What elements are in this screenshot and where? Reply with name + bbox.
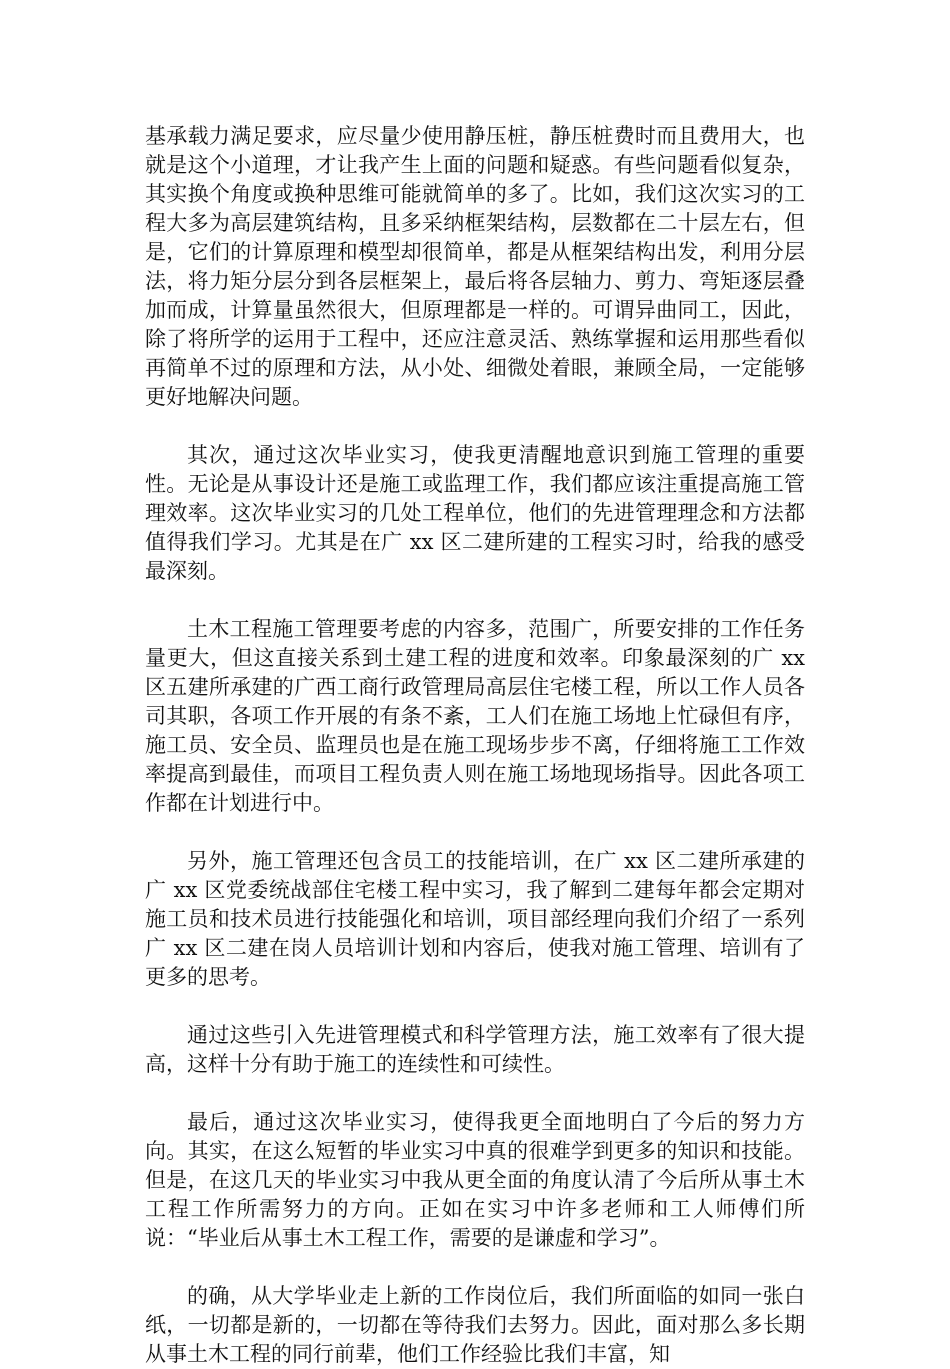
document-page	[145, 122, 805, 1369]
paragraph-efficiency: 通过这些引入先进管理模式和科学管理方法，施工效率有了很大提高，这样十分有助于施工的连续性和可续性。	[145, 1023, 805, 1076]
paragraph-staff-training: 另外，施工管理还包含员工的技能培训，在广 xx 区二建所承建的广 xx 区党委统战部住宅楼工程中实习，我了解到二建每年都会定期对施工员和技术员进行技能强化和培训，项目部经理向我们介绍了一系列广 xx 区二建在岗人员培训计划和内容后，使我对施工管理、培训有了更多的思考。	[145, 849, 805, 989]
paragraph-conclusion: 的确，从大学毕业走上新的工作岗位后，我们所面临的如同一张白纸，一切都是新的，一切都在等待我们去努力。因此，面对那么多长期从事土木工程的同行前辈，他们工作经验比我们丰富，知	[145, 1284, 805, 1366]
paragraph-continuation: 基承载力满足要求，应尽量少使用静压桩，静压桩费时而且费用大，也就是这个小道理，才让我产生上面的问题和疑惑。有些问题看似复杂，其实换个角度或换种思维可能就简单的多了。比如，我们这次实习的工程大多为高层建筑结构，且多采纳框架结构，层数都在二十层左右，但是，它们的计算原理和模型却很简单，都是从框架结构出发，利用分层法，将力矩分层分到各层框架上，最后将各层轴力、剪力、弯矩逐层叠加而成，计算量虽然很大，但原理都是一样的。可谓异曲同工，因此，除了将所学的运用于工程中，还应注意灵活、熟练掌握和运用那些看似再简单不过的原理和方法，从小处、细微处着眼，兼顾全局，一定能够更好地解决问题。	[145, 124, 805, 409]
paragraph-construction-management: 其次，通过这次毕业实习，使我更清醒地意识到施工管理的重要性。无论是从事设计还是施工或监理工作，我们都应该注重提高施工管理效率。这次毕业实习的几处工程单位，他们的先进管理理念和方法都值得我们学习。尤其是在广 xx 区二建所建的工程实习时，给我的感受最深刻。	[145, 443, 805, 583]
paragraph-site-management: 土木工程施工管理要考虑的内容多，范围广，所要安排的工作任务量更大，但这直接关系到土建工程的进度和效率。印象最深刻的广 xx 区五建所承建的广西工商行政管理局高层住宅楼工程，所以工作人员各司其职，各项工作开展的有条不紊，工人们在施工场地上忙碌但有序，施工员、安全员、监理员也是在施工现场步步不离，仔细将施工工作效率提高到最佳，而项目工程负责人则在施工场地现场指导。因此各项工作都在计划进行中。	[145, 617, 805, 815]
paragraph-future-direction: 最后，通过这次毕业实习，使得我更全面地明白了今后的努力方向。其实，在这么短暂的毕业实习中真的很难学到更多的知识和技能。但是，在这几天的毕业实习中我从更全面的角度认清了今后所从事土木工程工作所需努力的方向。正如在实习中许多老师和工人师傅们所说：“毕业后从事土木工程工作，需要的是谦虚和学习”。	[145, 1110, 805, 1250]
